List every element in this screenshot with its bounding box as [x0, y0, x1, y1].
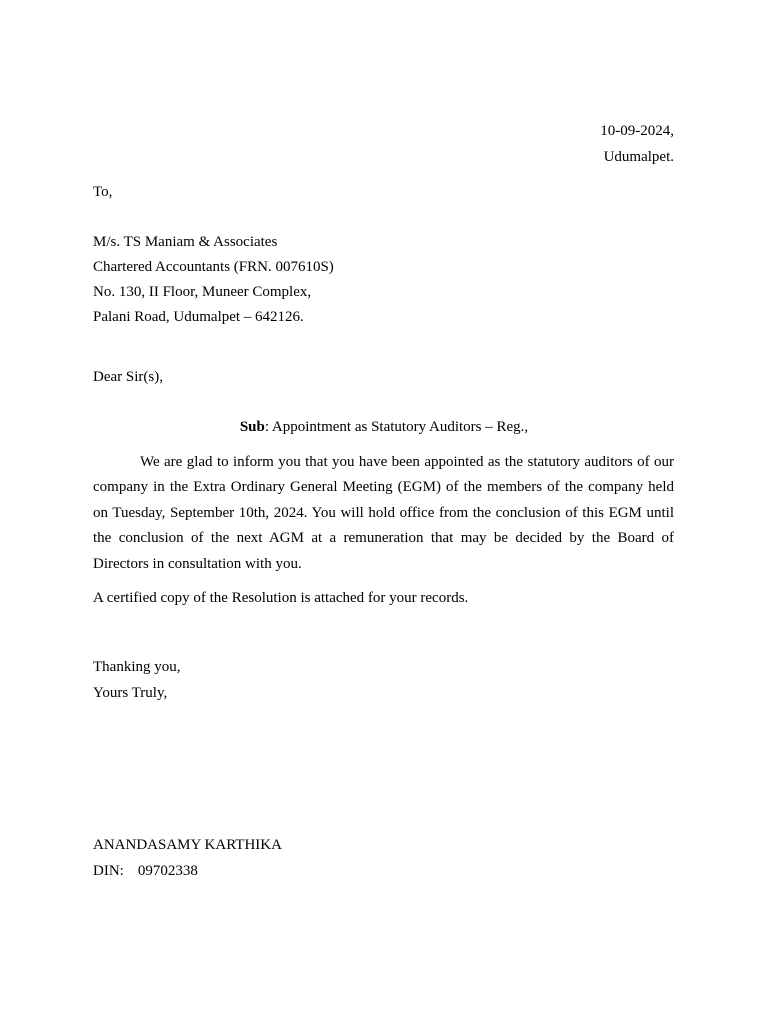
din-label: DIN: — [93, 863, 124, 879]
din-value: 09702338 — [137, 863, 198, 879]
body-paragraph: We are glad to inform you that you have been appointed as the statutory auditors of our company in the Extra Ordinary General Meeting (EGM) of the members of the company held on Tuesday, September 10th, 2024. You will hold office from the conclusion of this EGM until the conclusion of the next AGM at a remuneration that may be decided by the Board of Directors in consultation with you. — [93, 454, 674, 572]
closing-thanks: Thanking you, — [93, 659, 181, 675]
closing-yours-truly: Yours Truly, — [93, 685, 168, 701]
signatory-din — [93, 862, 198, 880]
greeting: Dear Sir(s), — [93, 369, 163, 385]
recipient-line-4: Palani Road, Udumalpet – 642126. — [93, 309, 304, 325]
recipient-line-1: M/s. TS Maniam & Associates — [93, 234, 278, 250]
letter-place: Udumalpet. — [603, 149, 674, 165]
subject-line — [0, 418, 768, 436]
recipient-line-3: No. 130, II Floor, Muneer Complex, — [93, 284, 312, 300]
signatory-name: ANANDASAMY KARTHIKA — [93, 837, 282, 853]
letter-date: 10-09-2024, — [600, 123, 674, 139]
attachment-note: A certified copy of the Resolution is attached for your records. — [93, 590, 469, 606]
subject-text: : Appointment as Statutory Auditors – Reg., — [264, 419, 529, 435]
subject-label: Sub — [239, 419, 265, 435]
recipient-line-2: Chartered Accountants (FRN. 007610S) — [93, 259, 334, 275]
to-label: To, — [93, 184, 113, 200]
